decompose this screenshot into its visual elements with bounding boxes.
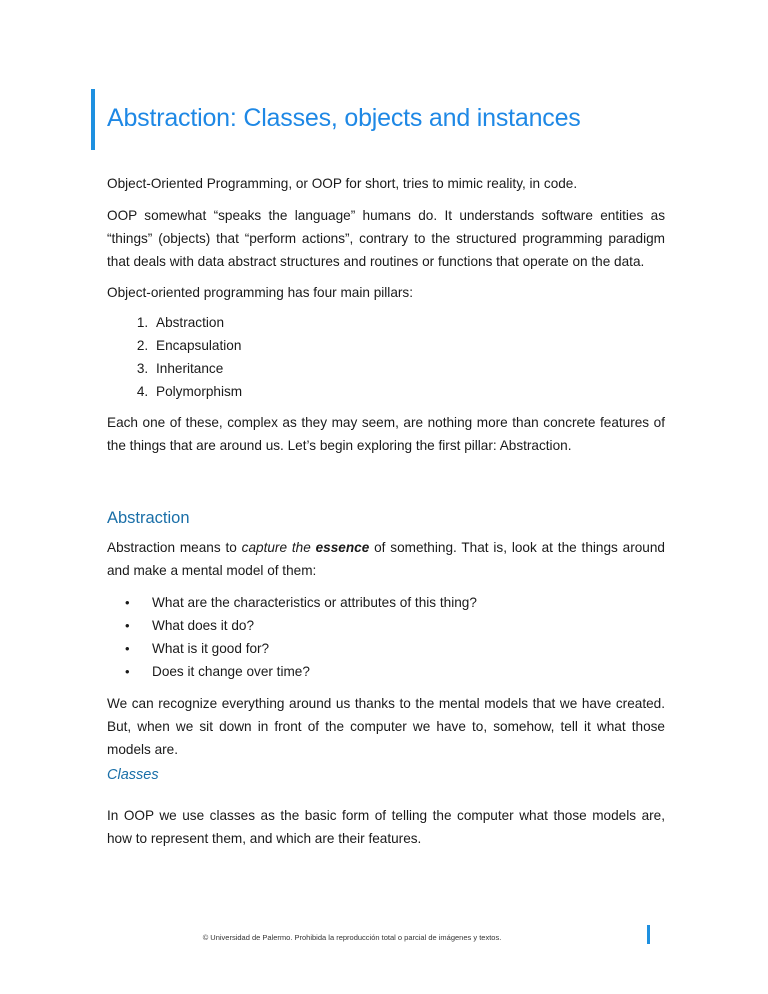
title-accent-bar bbox=[91, 89, 95, 150]
classes-paragraph-1: In OOP we use classes as the basic form of telling the computer what those models are, how to represent them, and which are their features. bbox=[107, 808, 665, 846]
list-item: 4. Polymorphism bbox=[152, 380, 665, 403]
abstraction-text-after: of something. That is, look at the things around and make a mental model of them: bbox=[107, 540, 665, 578]
abstraction-text-before: Abstraction means to bbox=[107, 540, 242, 555]
pillars-list bbox=[107, 311, 665, 403]
intro-section bbox=[107, 172, 665, 457]
list-item: • Does it change over time? bbox=[152, 660, 665, 683]
intro-paragraph-2: OOP somewhat “speaks the language” humans do. It understands software entities as “things” (objects) that “perform actions”, contrary to the structured programming paradigm that deals with data abstract structures and routines or functions that operate on the data. bbox=[107, 208, 665, 269]
list-item: • What is it good for? bbox=[152, 637, 665, 660]
list-item: • What are the characteristics or attributes of this thing? bbox=[152, 591, 665, 614]
abstraction-paragraph-1 bbox=[107, 536, 665, 582]
intro-paragraph-3: Object-oriented programming has four main pillars: bbox=[107, 285, 413, 300]
abstraction-paragraph-2: We can recognize everything around us thanks to the mental models that we have created. But, when we sit down in front of the computer we have to, somehow, tell it what those models are. bbox=[107, 696, 665, 757]
section-heading-abstraction: Abstraction bbox=[107, 509, 190, 527]
questions-list bbox=[107, 591, 665, 683]
intro-paragraph-4: Each one of these, complex as they may seem, are nothing more than concrete features of the things that are around us. Let’s begin exploring the first pillar: Abstraction. bbox=[107, 415, 665, 453]
abstraction-strong-emphasis: essence bbox=[315, 540, 370, 555]
page-title: Abstraction: Classes, objects and instances bbox=[107, 104, 581, 132]
list-item: 3. Inheritance bbox=[152, 357, 665, 380]
list-item: • What does it do? bbox=[152, 614, 665, 637]
classes-section bbox=[107, 804, 665, 850]
list-item: 2. Encapsulation bbox=[152, 334, 665, 357]
list-item: 1. Abstraction bbox=[152, 311, 665, 334]
intro-paragraph-1: Object-Oriented Programming, or OOP for short, tries to mimic reality, in code. bbox=[107, 176, 578, 191]
subsection-heading-classes: Classes bbox=[107, 767, 159, 783]
abstraction-section bbox=[107, 536, 665, 761]
footer-accent-bar bbox=[647, 925, 650, 944]
footer-copyright: © Universidad de Palermo. Prohibida la reproducción total o parcial de imágenes y textos. bbox=[202, 933, 502, 942]
abstraction-emphasis: capture the bbox=[241, 540, 316, 555]
